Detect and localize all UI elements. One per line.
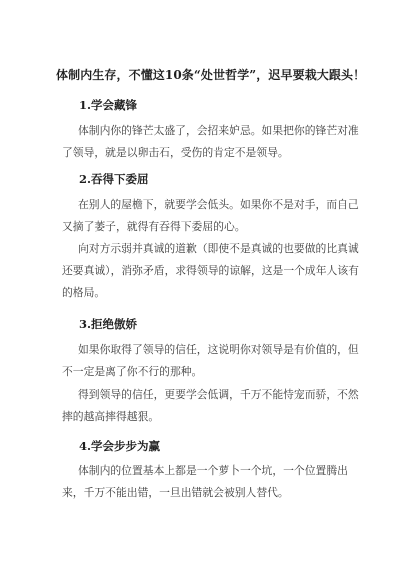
section-1-paragraph-1: 体制内你的锋芒太盛了，会招来妒忌。如果把你的锋芒对准了领导，就是以卵击石，受伤的肯定不是领导。 — [62, 124, 359, 159]
section-3-paragraph-2: 得到领导的信任，更要学会低调，千万不能恃宠而骄，不然摔的越高摔得越狠。 — [62, 388, 359, 423]
section-2-paragraph-2: 向对方示弱并真诚的道歉（即使不是真诚的也要做的比真诚还要真诚），消弥矛盾，求得领导的谅解，这是一个成年人该有的格局。 — [62, 242, 359, 299]
section-heading-2: 2.吞得下委屈 — [79, 172, 149, 186]
section-heading-3: 3.拒绝傲娇 — [79, 317, 138, 331]
section-2-paragraph-1: 在别人的屋檐下，就要学会低头。如果你不是对手，而自己又摘了萎子，就得有吞得下委屈的心。 — [62, 198, 359, 233]
section-3-paragraph-1: 如果你取得了领导的信任，这说明你对领导是有价值的，但不一定是离了你不行的那种。 — [62, 343, 359, 378]
section-4-paragraph-1: 体制内的位置基本上都是一个萝卜一个坑，一个位置腾出来，千万不能出错，一旦出错就会被别人替代。 — [62, 464, 348, 499]
article-title: 体制内生存，不懂这10条“处世哲学”，迟早要栽大跟头！ — [56, 68, 366, 82]
section-heading-4: 4.学会步步为赢 — [79, 439, 161, 453]
section-heading-1: 1.学会藏锋 — [79, 98, 138, 112]
